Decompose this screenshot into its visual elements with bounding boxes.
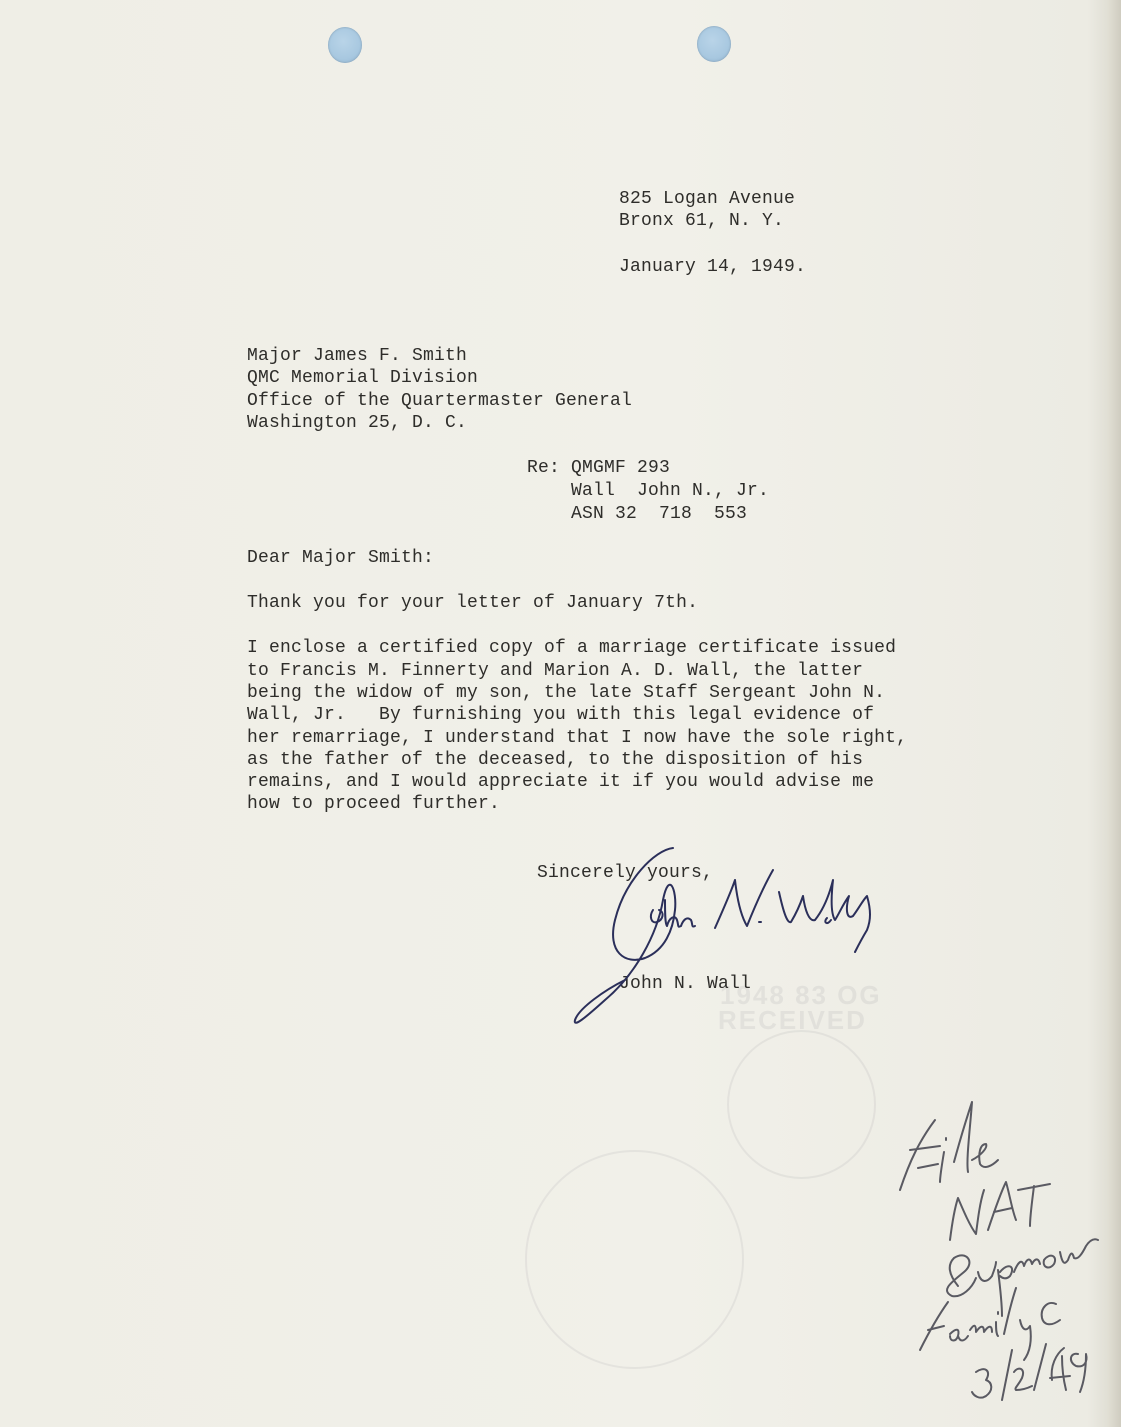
faint-stamp-text-received: RECEIVED (718, 1005, 867, 1035)
paragraph-2-line-5: her remarriage, I understand that I now have the sole right, (247, 728, 908, 748)
return-address-line-1: 825 Logan Avenue (619, 189, 796, 209)
paragraph-2-line-8: how to proceed further. (247, 794, 501, 814)
reference-line-3: ASN 32 718 553 (527, 504, 748, 524)
return-address-line-2: Bronx 61, N. Y. (619, 211, 785, 231)
paragraph-2-line-2: to Francis M. Finnerty and Marion A. D. Wall, the latter (247, 661, 864, 681)
recipient-line-4: Washington 25, D. C. (247, 413, 468, 433)
reference-line-2: Wall John N., Jr. (527, 481, 770, 501)
letter-date: January 14, 1949. (619, 257, 807, 277)
paragraph-2-line-1: I enclose a certified copy of a marriage certificate issued (247, 638, 897, 658)
recipient-line-1: Major James F. Smith (247, 346, 468, 366)
paragraph-2-line-7: remains, and I would appreciate it if you would advise me (247, 772, 875, 792)
paragraph-1: Thank you for your letter of January 7th. (247, 593, 699, 613)
typed-name: John N. Wall (619, 974, 752, 994)
punch-hole-left (328, 27, 362, 63)
recipient-line-2: QMC Memorial Division (247, 368, 479, 388)
signature (565, 840, 895, 1035)
paragraph-2-line-6: as the father of the deceased, to the disposition of his (247, 750, 864, 770)
paragraph-2-line-4: Wall, Jr. By furnishing you with this legal evidence of (247, 705, 875, 725)
handwritten-file-note (880, 1090, 1110, 1420)
recipient-line-3: Office of the Quartermaster General (247, 391, 633, 411)
reference-line-1: Re: QMGMF 293 (527, 458, 671, 478)
closing: Sincerely yours, (537, 863, 714, 883)
salutation: Dear Major Smith: (247, 548, 435, 568)
punch-hole-right (697, 26, 731, 62)
faint-stamp-circle (727, 1030, 876, 1179)
paragraph-2-line-3: being the widow of my son, the late Staff Sergeant John N. (247, 683, 886, 703)
faint-stamp-circle-large (525, 1150, 744, 1369)
faint-stamp-text: 1948 83 OG (720, 980, 882, 1010)
